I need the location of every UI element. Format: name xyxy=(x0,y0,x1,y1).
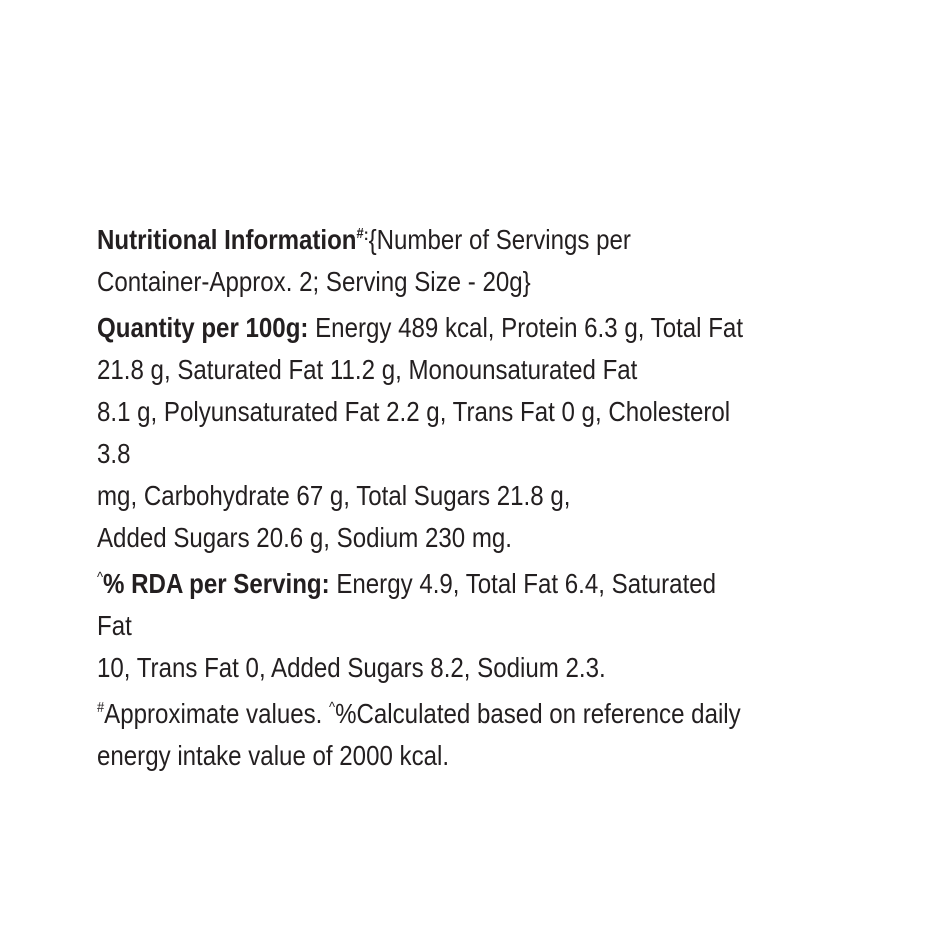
title-colon: : xyxy=(363,225,369,244)
footnote-hash-mark: # xyxy=(97,699,105,716)
rda-line2: 10, Trans Fat 0, Added Sugars 8.2, Sodium 2.3. xyxy=(97,652,606,683)
title-footnote-mark: # xyxy=(356,225,364,242)
quantity-line5: Added Sugars 20.6 g, Sodium 230 mg. xyxy=(97,522,512,553)
servings-text-line1: {Number of Servings per xyxy=(368,224,631,255)
quantity-heading: Quantity per 100g: xyxy=(97,312,309,343)
footnote-line2: energy intake value of 2000 kcal. xyxy=(97,740,450,771)
footnote-calc-text: %Calculated based on reference daily xyxy=(335,698,741,729)
nutrition-title: Nutritional Information xyxy=(97,224,357,255)
rda-line1: Energy 4.9, Total Fat 6.4, Saturated Fat xyxy=(97,568,717,641)
rda-per-serving-section xyxy=(97,563,751,689)
quantity-line2: 21.8 g, Saturated Fat 11.2 g, Monounsaturated Fat xyxy=(97,354,638,385)
quantity-line1: Energy 489 kcal, Protein 6.3 g, Total Fat xyxy=(308,312,744,343)
quantity-per-100g-section xyxy=(97,307,751,559)
footnote-caret-mark: ^ xyxy=(329,699,336,716)
quantity-line3: 8.1 g, Polyunsaturated Fat 2.2 g, Trans Fat 0 g, Cholesterol 3.8 xyxy=(97,396,731,469)
rda-caret-mark: ^ xyxy=(97,569,104,586)
footnote-section xyxy=(97,693,751,777)
servings-text-line2: Container-Approx. 2; Serving Size - 20g} xyxy=(97,266,531,297)
footnote-approx-text: Approximate values. xyxy=(104,698,330,729)
quantity-line4: mg, Carbohydrate 67 g, Total Sugars 21.8 g, xyxy=(97,480,571,511)
nutrition-label xyxy=(97,214,751,777)
nutrition-header xyxy=(97,214,751,303)
rda-heading: % RDA per Serving: xyxy=(103,568,330,599)
